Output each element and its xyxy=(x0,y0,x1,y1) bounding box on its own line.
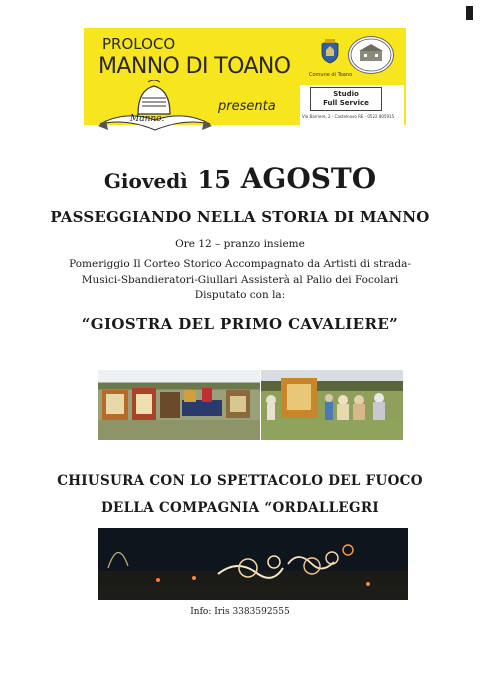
day-name: Giovedì xyxy=(103,169,188,193)
village-seal-icon xyxy=(348,36,394,74)
proloco-label: PROLOCO xyxy=(102,35,176,53)
knight-helmet-icon xyxy=(96,80,214,136)
event-date xyxy=(0,162,480,195)
studio-line2: Full Service xyxy=(323,99,369,107)
logo-word: Manno: xyxy=(130,114,165,124)
closing-line-2: DELLA COMPAGNIA “ORDALLEGRI xyxy=(101,500,379,516)
manno-knight-logo xyxy=(96,80,214,136)
lunch-time: Ore 12 – pranzo insieme xyxy=(175,238,305,250)
event-subtitle: PASSEGGIANDO NELLA STORIA DI MANNO xyxy=(50,208,430,226)
page-corner-mark xyxy=(466,6,473,20)
description-line: Disputato con la: xyxy=(194,289,286,301)
presenta-label: presenta xyxy=(218,99,276,114)
costumed-figures-photo xyxy=(261,370,403,440)
info-contact: Info: Iris 3383592555 xyxy=(190,607,290,617)
month: AGOSTO xyxy=(240,162,377,195)
closing-line-1: CHIUSURA CON LO SPETTACOLO DEL FUOCO xyxy=(57,473,423,489)
contest-title: “GIOSTRA DEL PRIMO CAVALIERE” xyxy=(81,315,399,333)
palio-focolari-photo xyxy=(98,370,260,440)
studio-address: Via Barriere, 2 - Castelnovo RE - 0522 805915 xyxy=(302,114,395,119)
description-line: Musici-Sbandieratori-Giullari Assisterà al Palio dei Focolari xyxy=(81,273,399,286)
day-number: 15 xyxy=(197,165,231,194)
description-line: Pomeriggio Il Corteo Storico Accompagnato da Artisti di strada- xyxy=(69,258,411,270)
studio-full-service-sponsor xyxy=(300,85,404,125)
banner-title: MANNO DI TOANO xyxy=(98,54,291,79)
comune-label: Comune di Toano xyxy=(309,72,353,78)
fire-show-photo xyxy=(98,528,408,600)
event-description xyxy=(0,257,480,304)
studio-line1: Studio xyxy=(333,90,359,98)
studio-box xyxy=(310,87,382,111)
comune-crest-icon xyxy=(319,38,341,64)
